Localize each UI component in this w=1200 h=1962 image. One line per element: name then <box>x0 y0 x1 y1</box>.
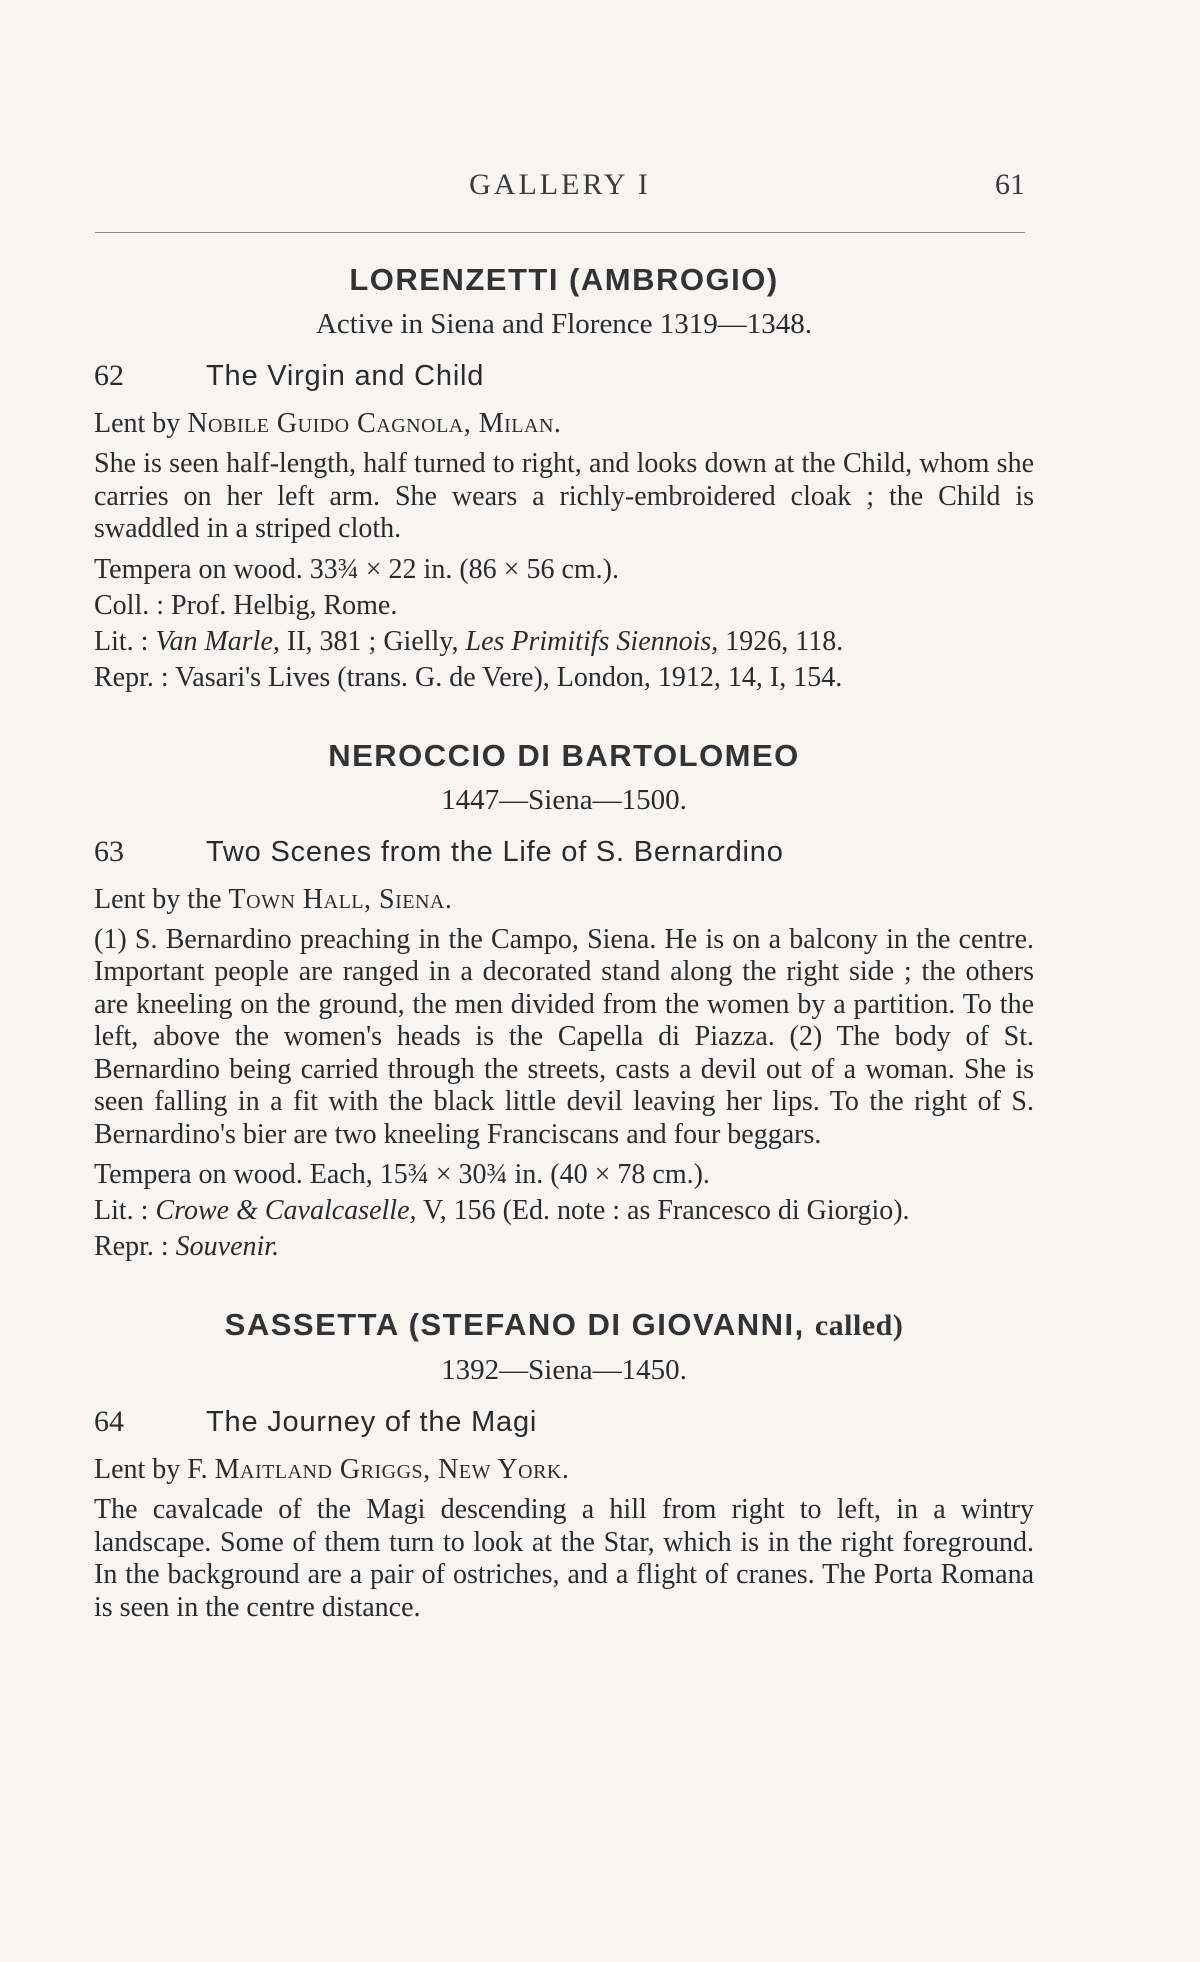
lender-name: Town Hall, Siena. <box>228 883 453 915</box>
lent-prefix: Lent by F. <box>94 1454 208 1485</box>
artwork-title: The Journey of the Magi <box>206 1406 538 1438</box>
lit-tail: 1926, 118. <box>725 625 844 657</box>
lent-prefix: Lent by the <box>94 883 222 915</box>
artist-dates: Active in Siena and Florence 1319—1348. <box>315 308 813 340</box>
entry-62 <box>94 258 1034 696</box>
literature-line <box>94 624 1034 660</box>
artist-dates: 1447—Siena—1500. <box>441 783 687 816</box>
lit-author: Van Marle, <box>155 625 280 657</box>
artist-name-suffix: called) <box>814 1309 904 1342</box>
lit-mid: II, 381 ; Gielly, <box>286 625 459 657</box>
reproduction-line <box>94 1229 1034 1265</box>
medium-dimensions: Tempera on wood. Each, 15¾ × 30¾ in. (40 × 78 cm.). <box>94 1159 710 1190</box>
item-heading <box>94 830 1034 874</box>
catalogue-number: 62 <box>94 359 124 392</box>
item-heading <box>94 1400 1034 1444</box>
lit-work: Crowe & Cavalcaselle, <box>155 1195 417 1226</box>
collection-line: Coll. : Prof. Helbig, Rome. <box>94 589 398 621</box>
item-heading <box>94 354 1034 398</box>
page-number: 61 <box>995 168 1025 201</box>
artist-name: LORENZETTI (AMBROGIO) <box>349 262 779 297</box>
lender-name: Maitland Griggs, New York. <box>214 1454 570 1485</box>
lender-line <box>94 404 1034 444</box>
lent-prefix: Lent by <box>94 408 181 439</box>
catalogue-number: 64 <box>94 1405 124 1438</box>
running-head <box>95 168 1025 208</box>
lit-work: Les Primitifs Siennois, <box>465 625 719 657</box>
artist-dates: 1392—Siena—1450. <box>441 1354 687 1386</box>
entry-64 <box>94 1303 1034 1624</box>
section-gap <box>94 696 1034 734</box>
lender-name: Nobile Guido Cagnola, Milan. <box>187 408 562 439</box>
lit-tail: V, 156 (Ed. note : as Francesco di Giorgio). <box>423 1195 910 1226</box>
lit-prefix: Lit. : <box>94 1195 149 1226</box>
header-rule <box>95 232 1025 233</box>
artwork-description: (1) S. Bernardino preaching in the Campo, Siena. He is on a balcony in the centre. Important people are ranged in a decorated stand along the right side ; the others are kneeling on the ground, the men divided from the women by a partition. To the left, above the women's heads is the Capella di Piazza. (2) The body of St. Bernardino being carried through the streets, casts a devil out of a woman. She is seen falling in a fit with the black little devil leaving her lips. To the right of S. Bernardino's bier are two kneeling Franciscans and four beggars. <box>94 923 1034 1150</box>
repr-work: Souvenir. <box>175 1231 280 1262</box>
artist-name <box>94 1303 1034 1348</box>
artwork-description: The cavalcade of the Magi descending a hill from right to left, in a wintry landscape. Some of them turn to look at the Star, which is in the right foreground. In the background are a pair of ostriches, and a flight of cranes. The Porta Romana is seen in the centre distance. <box>94 1494 1034 1623</box>
catalogue-number: 63 <box>94 834 124 868</box>
artwork-description: She is seen half-length, half turned to right, and looks down at the Child, whom she carries on her left arm. She wears a richly-embroidered cloak ; the Child is swaddled in a striped cloth. <box>94 448 1034 544</box>
lender-line <box>94 1450 1034 1490</box>
catalogue-content <box>94 258 1034 1630</box>
running-title: GALLERY I <box>469 168 651 201</box>
reproduction-line: Repr. : Vasari's Lives (trans. G. de Vere), London, 1912, 14, I, 154. <box>94 661 843 693</box>
repr-prefix: Repr. : <box>94 1231 169 1262</box>
artwork-title: Two Scenes from the Life of S. Bernardino <box>206 835 784 868</box>
entry-63 <box>94 734 1034 1266</box>
section-gap <box>94 1265 1034 1303</box>
artist-name-main: SASSETTA (STEFANO DI GIOVANNI, <box>224 1307 805 1342</box>
lender-line <box>94 880 1034 920</box>
medium-dimensions: Tempera on wood. 33¾ × 22 in. (86 × 56 cm.). <box>94 553 619 585</box>
lit-prefix: Lit. : <box>94 625 149 657</box>
literature-line <box>94 1193 1034 1229</box>
artist-name: NEROCCIO DI BARTOLOMEO <box>328 737 800 773</box>
artwork-title: The Virgin and Child <box>206 360 485 392</box>
